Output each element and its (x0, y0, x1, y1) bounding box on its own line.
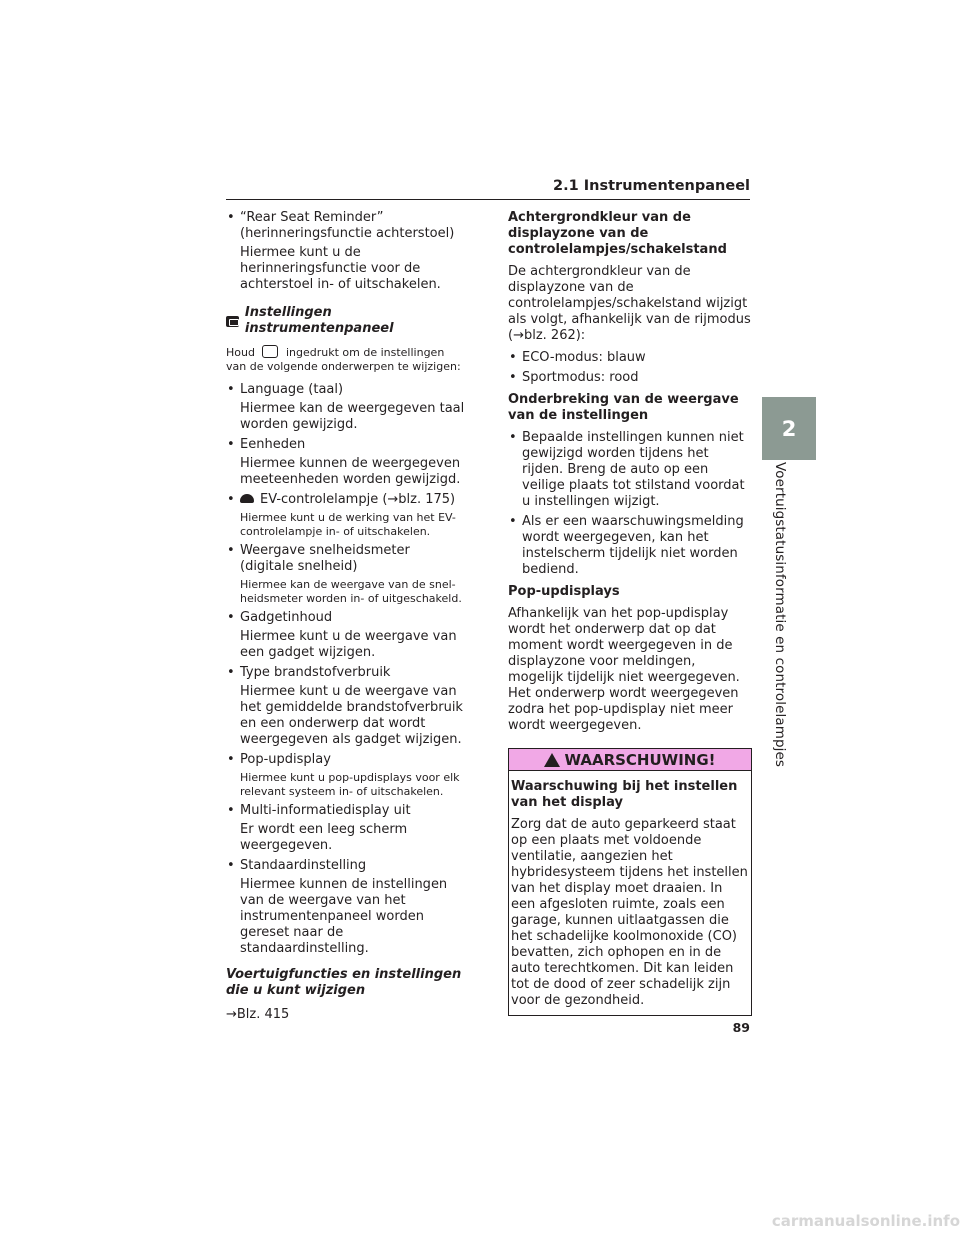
warning-triangle-icon (544, 753, 560, 767)
functions-heading: Voertuigfuncties en instellingen die u kunt wijzigen (226, 967, 462, 998)
list-item: • Bepaalde instellingen kunnen niet gewijzigd worden tijdens het rijden. Breng de auto op een veilige plaats tot stilstand voordat u instellingen wijzigt. (509, 430, 745, 509)
right-column (508, 210, 752, 1016)
item-title: Gadgetinhoud (240, 610, 333, 625)
page-number: 89 (732, 1020, 750, 1035)
item-desc: Hiermee kunt u de weergave van het gemiddelde brandstofverbruik en een onderwerp dat wordt weergegeven als gadget wijzigen. (240, 684, 463, 747)
warning-body (509, 771, 751, 1015)
ev-indicator-icon (240, 494, 254, 503)
item-desc: Hiermee kunt u pop-updisplays voor elk relevant systeem in- of uitschakelen. (240, 771, 460, 798)
item-title: Language (taal) (240, 382, 344, 397)
chapter-tab: 2 (762, 397, 816, 460)
item-title: Pop-updisplay (240, 752, 331, 767)
watermark: carmanualsonline.info (771, 1212, 960, 1230)
list-item: • Als er een waarschuwingsmelding wordt weergegeven, kan het instelscherm tijdelijk niet worden bediend. (509, 514, 744, 577)
chapter-title: Voertuigstatusinformatie en controlelampjes (772, 462, 788, 768)
list-item: • Weergave snelheidsmeter (digitale snelheid) Hiermee kan de weergave van de snelheidsmeter worden in- of uitgeschakeld. (226, 543, 466, 606)
item-desc: Hiermee kunt u de weergave van een gadget wijzigen. (240, 629, 457, 660)
list-item: • Pop-updisplay Hiermee kunt u pop-updisplays voor elk relevant systeem in- of uitschakelen. (226, 752, 466, 799)
item-title: Type brandstofverbruik (240, 665, 391, 680)
bg-color-heading: Achtergrondkleur van de displayzone van de controlelampjes/schakelstand (508, 210, 727, 257)
warning-label: WAARSCHUWING! (564, 750, 716, 769)
settings-heading-text: Instellingen instrumentenpaneel (244, 305, 394, 336)
list-item: • Gadgetinhoud Hiermee kunt u de weergave van een gadget wijzigen. (226, 610, 466, 661)
bullet: • (227, 210, 235, 225)
item-desc: Er wordt een leeg scherm weergegeven. (240, 822, 408, 853)
list-item: • Multi-informatiedisplay uit Er wordt een leeg scherm weergegeven. (226, 803, 466, 854)
item-title: Standaardinstelling (240, 858, 367, 873)
item-desc: Hiermee kunnen de instellingen van de weergave van het instrumentenpaneel worden gereset naar de standaardinstelling. (240, 877, 448, 956)
header-rule (226, 199, 750, 200)
item-desc: Hiermee kunt u de werking van het EV-controlelampje in- of uitschakelen. (240, 511, 456, 538)
item-desc: Hiermee kan de weergegeven taal worden gewijzigd. (240, 401, 465, 432)
warning-text: Zorg dat de auto geparkeerd staat op een plaats met voldoende ventilatie, aangezien het hybridesysteem tijdens het instellen van het display moet draaien. In een afgesloten ruimte, zoals een garage, kunnen uitlaatgassen die het schadelijke koolmonoxide (CO) bevatten, zich ophopen en in de auto terechtkomen. Dit kan leiden tot de dood of zeer schadelijk zijn voor de gezondheid. (511, 817, 748, 1008)
item-title: Eenheden (240, 437, 306, 452)
list-item: • ECO-modus: blauw (509, 350, 646, 365)
item-title: Weergave snelheidsmeter (digitale snelheid) (240, 543, 410, 574)
popup-desc: Afhankelijk van het pop-updisplay wordt het onderwerp dat op dat moment wordt weergegeven in de displayzone voor meldingen, mogelijk tijdelijk niet weergegeven. Het onderwerp wordt weergegeven zodra het pop-updisplay niet meer wordt weergegeven. (508, 606, 740, 733)
warning-box (508, 748, 752, 1016)
page-reference-link[interactable]: →Blz. 415 (226, 1007, 290, 1022)
list-item: • EV-controlelampje (→blz. 175) Hiermee kunt u de werking van het EV-controlelampje in- of uitschakelen. (226, 492, 466, 539)
item-title: Multi-informatiedisplay uit (240, 803, 411, 818)
list-item: • Standaardinstelling Hiermee kunnen de instellingen van de weergave van het instrumentenpaneel worden gereset naar de standaardinstelling. (226, 858, 466, 957)
warning-title: Waarschuwing bij het instellen van het display (511, 779, 738, 810)
list-item: • Type brandstofverbruik Hiermee kunt u de weergave van het gemiddelde brandstofverbruik en een onderwerp dat wordt weergegeven als gadget wijzigen. (226, 665, 466, 748)
settings-intro: Houd ingedrukt om de instellingen van de volgende onderwerpen te wijzigen: (226, 346, 461, 373)
interrupt-heading: Onderbreking van de weergave van de instellingen (508, 392, 739, 423)
warning-header (509, 749, 751, 771)
settings-menu-icon (226, 316, 239, 327)
list-item: • Eenheden Hiermee kunnen de weergegeven meeteenheden worden gewijzigd. (226, 437, 466, 488)
list-item: • Language (taal) Hiermee kan de weergegeven taal worden gewijzigd. (227, 382, 465, 432)
item-desc: Hiermee kunnen de weergegeven meeteenheden worden gewijzigd. (240, 456, 461, 487)
left-column (226, 210, 466, 1023)
item-desc: Hiermee kan de weergave van de snelheidsmeter worden in- of uitgeschakeld. (240, 578, 462, 605)
bg-color-desc: De achtergrondkleur van de displayzone van de controlelampjes/schakelstand wijzigt als volgt, afhankelijk van de rijmodus (→blz. 262): (508, 264, 751, 343)
settings-heading (226, 305, 466, 337)
item-title-2: (herinneringsfunctie achterstoel) (240, 226, 455, 241)
section-title: 2.1 Instrumentenpaneel (553, 178, 750, 194)
item-title: EV-controlelampje (→blz. 175) (240, 492, 466, 508)
item-desc: Hiermee kunt u de herinneringsfunctie voor de achterstoel in- of uitschakelen. (240, 245, 441, 292)
item-title: “Rear Seat Reminder” (240, 210, 384, 225)
list-item: • Sportmodus: rood (509, 370, 639, 385)
display-switch-icon (262, 345, 278, 358)
list-item-rear-seat (226, 210, 466, 293)
popup-heading: Pop-updisplays (508, 584, 620, 599)
